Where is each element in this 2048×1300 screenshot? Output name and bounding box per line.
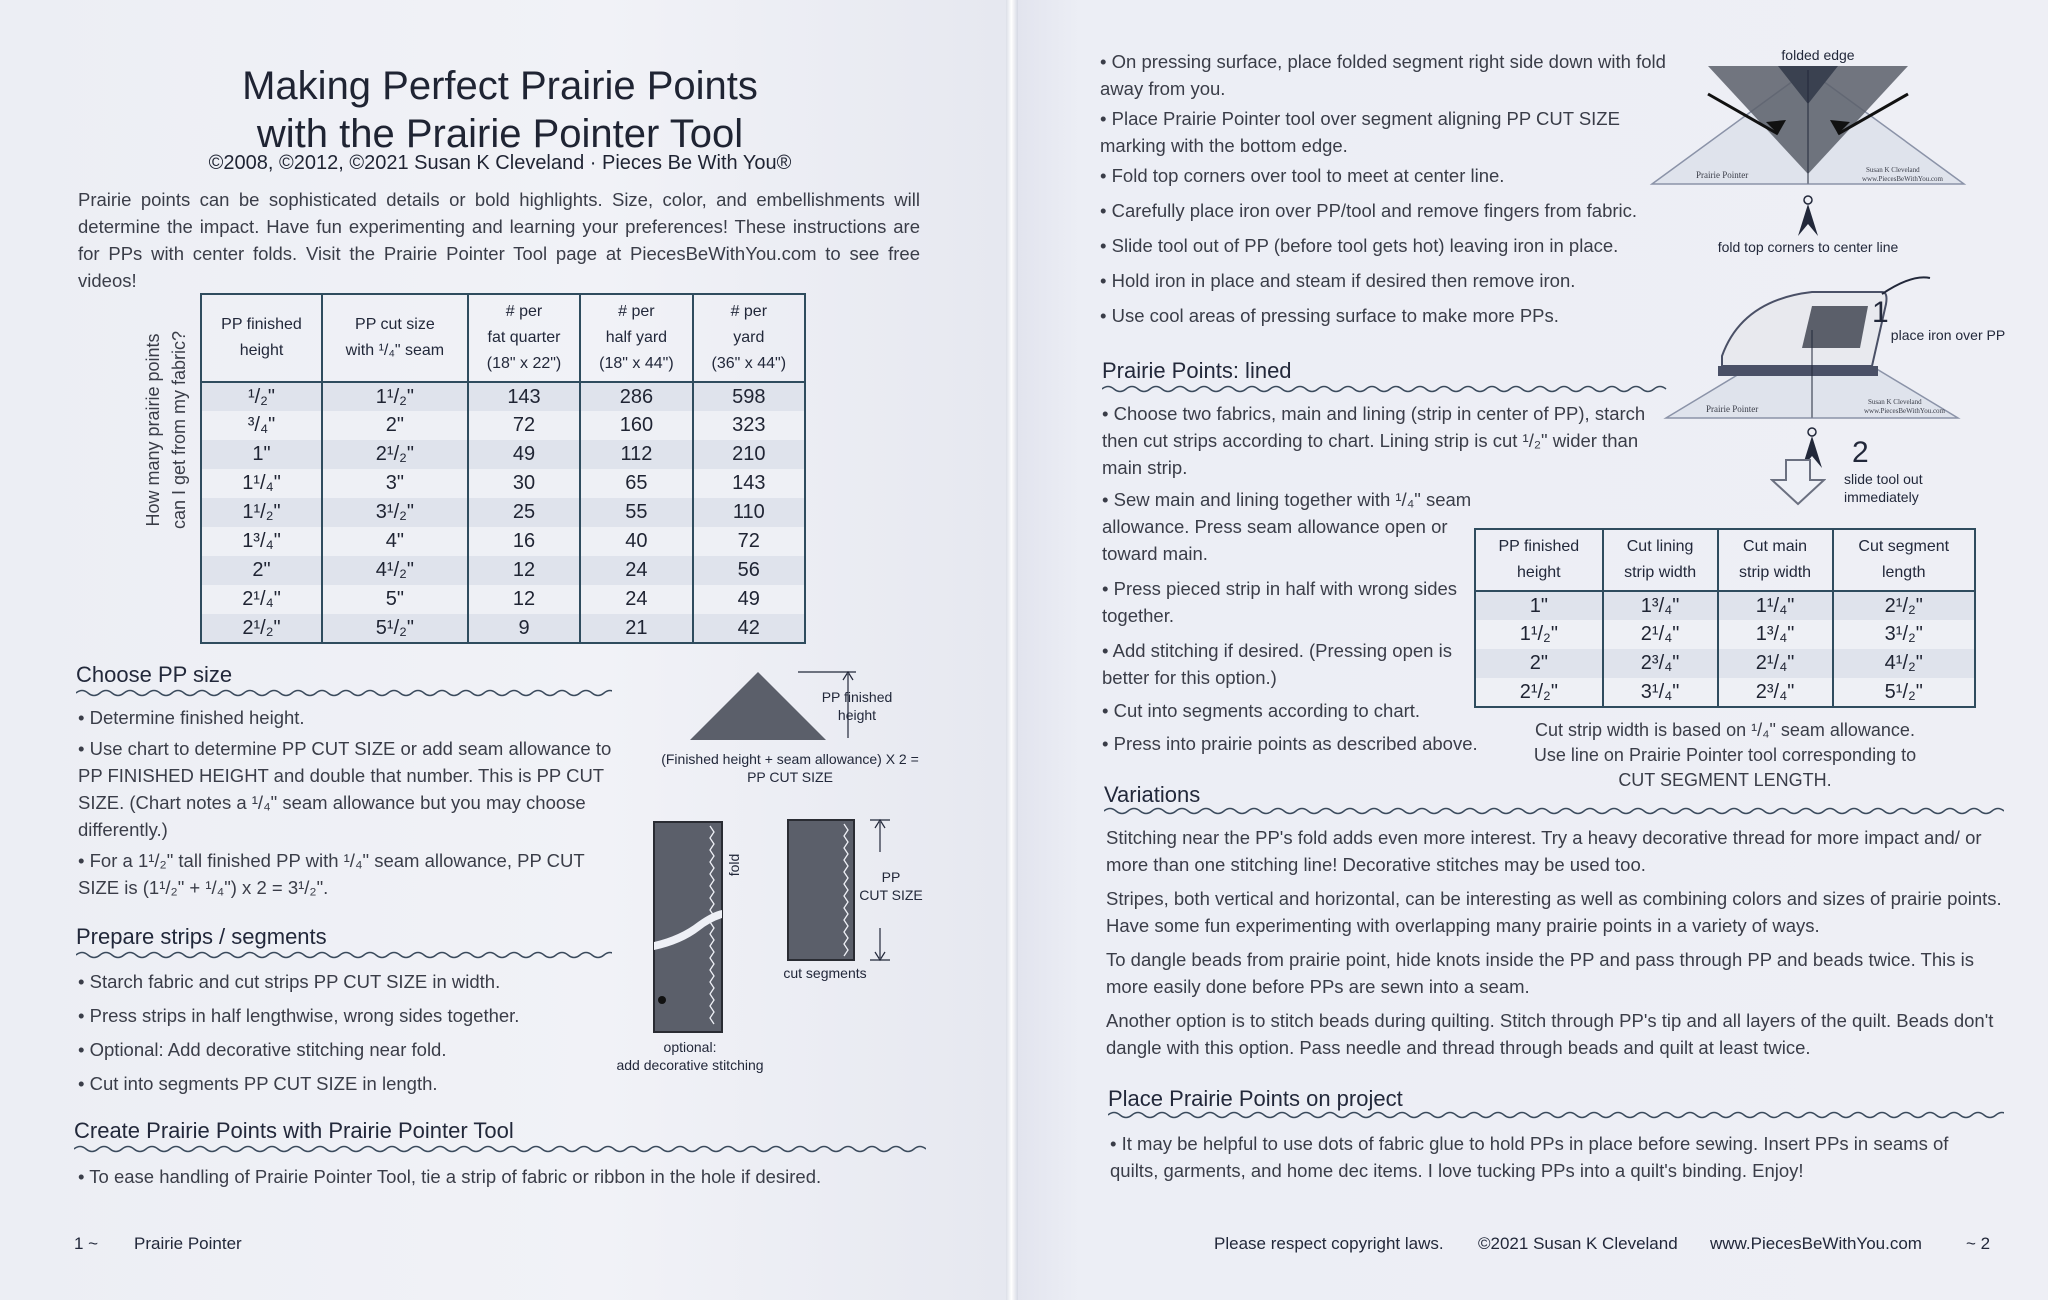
prepare-bullet: • Press strips in half lengthwise, wrong sides together. <box>78 1002 598 1029</box>
section-wave-divider <box>1102 384 1668 394</box>
lined-table <box>1474 528 1976 708</box>
yield-table-header-line: # per <box>505 303 543 320</box>
optional-line-1: optional: <box>663 1039 717 1055</box>
lined-bullet: • Sew main and lining together with ¹/₄" seam allowance. Press seam allowance open or toward main. <box>1102 486 1482 567</box>
table-cell: 4¹/₂" <box>1833 649 1975 678</box>
table-cell: 2" <box>201 556 322 585</box>
table-cell: 2¹/₄" <box>1603 620 1718 649</box>
strip-fold-label: fold <box>726 853 742 877</box>
lined-bullet: • Add stitching if desired. (Pressing open is better for this option.) <box>1102 637 1482 691</box>
table-cell: 24 <box>580 556 692 585</box>
choose-heading: Choose PP size <box>76 662 233 687</box>
table-row <box>1475 620 1975 649</box>
segment-caption: cut segments <box>783 965 867 981</box>
table-row <box>201 440 805 469</box>
down-arrow-icon <box>1770 458 1826 506</box>
table-cell: 1³/₄" <box>1603 591 1718 620</box>
table-cell: 12 <box>468 585 580 614</box>
prepare-heading: Prepare strips / segments <box>76 924 327 949</box>
table-row <box>201 382 805 411</box>
press-bullet: • Place Prairie Pointer tool over segment aligning PP CUT SIZE marking with the bottom edge. <box>1100 105 1680 159</box>
step-2-label-2: immediately <box>1844 489 1919 505</box>
section-wave-divider <box>76 950 612 960</box>
tool-site-mark-2: www.PiecesBeWithYou.com <box>1864 407 1945 415</box>
variations-paragraph: To dangle beads from prairie point, hide knots inside the PP and pass through PP and beads twice. This is more easily done before PPs are sewn into a seam. <box>1106 949 1974 997</box>
table-cell: 1¹/₄" <box>201 469 322 498</box>
table-cell: 65 <box>580 469 692 498</box>
lined-bullets-top <box>1102 400 1672 489</box>
title-line-2: with the Prairie Pointer Tool <box>256 112 744 156</box>
yield-table-header <box>201 294 322 382</box>
lined-note-1: Cut strip width is based on ¹/₄" seam allowance. <box>1535 720 1915 740</box>
yield-table-header <box>468 294 580 382</box>
yield-table-header-line: # per <box>730 303 768 320</box>
table-cell: 1" <box>1475 591 1603 620</box>
table-cell: 1¹/₂" <box>322 382 468 411</box>
table-cell: 323 <box>693 411 805 440</box>
lined-table-header-line: Cut main <box>1743 538 1808 555</box>
table-cell: 12 <box>468 556 580 585</box>
table-cell: 56 <box>693 556 805 585</box>
table-cell: 49 <box>693 585 805 614</box>
prepare-bullets <box>78 968 598 1097</box>
footer-book-name: Prairie Pointer <box>134 1234 242 1253</box>
variations-paragraph: Stripes, both vertical and horizontal, can be interesting as well as combining colors and sizes of prairie points. Have some fun experimenting with overlapping many prairie points in a variety of ways. <box>1106 888 2002 936</box>
lined-note-3: CUT SEGMENT LENGTH. <box>1618 770 1832 790</box>
left-page <box>0 0 1006 1300</box>
table-cell: 24 <box>580 585 692 614</box>
step-1-label: place iron over PP <box>1890 327 2006 343</box>
table-cell: ¹/₂" <box>201 382 322 411</box>
press-bullet: • Hold iron in place and steam if desired then remove iron. <box>1100 267 1680 294</box>
lined-table-header-line: Cut segment <box>1858 538 1950 555</box>
lined-table-note <box>1470 718 1980 793</box>
step-2-number: 2 <box>1852 436 1869 469</box>
table-cell: 72 <box>468 411 580 440</box>
lined-table-header <box>1833 529 1975 591</box>
triangle-height-label <box>812 688 902 724</box>
table-row <box>201 469 805 498</box>
table-cell: 598 <box>693 382 805 411</box>
triangle-label-1: PP finished <box>821 689 893 705</box>
right-page <box>1018 0 2048 1300</box>
table-row <box>1475 678 1975 707</box>
press-bullet: • Fold top corners over tool to meet at center line. <box>1100 162 1680 189</box>
prepare-bullet: • Starch fabric and cut strips PP CUT SIZE in width. <box>78 968 598 995</box>
footer-page-number: ~ 2 <box>1966 1234 1991 1253</box>
book-gutter <box>1006 0 1018 1300</box>
table-cell: 4" <box>322 527 468 556</box>
section-wave-divider <box>1104 806 2004 816</box>
section-wave-divider <box>1108 1110 2004 1120</box>
table-cell: 210 <box>693 440 805 469</box>
table-cell: 2¹/₄" <box>1718 649 1833 678</box>
lined-table-header-line: length <box>1881 564 1926 581</box>
press-bullets <box>1100 48 1680 329</box>
table-row <box>201 585 805 614</box>
section-wave-divider <box>74 1144 926 1154</box>
table-cell: 3¹/₂" <box>1833 620 1975 649</box>
tool-maker-mark: Susan K Cleveland <box>1866 166 1920 174</box>
side-label-line-1: How many prairie points <box>143 333 163 527</box>
table-cell: 25 <box>468 498 580 527</box>
choose-bullets <box>78 704 614 901</box>
table-cell: 2" <box>322 411 468 440</box>
yield-table-header <box>693 294 805 382</box>
yield-table <box>200 293 806 644</box>
formula-line-2: PP CUT SIZE <box>747 769 833 785</box>
table-side-label <box>140 280 200 580</box>
lined-table-header-line: height <box>1517 564 1561 581</box>
table-cell: 1³/₄" <box>1718 620 1833 649</box>
table-cell: 2¹/₂" <box>322 440 468 469</box>
table-cell: ³/₄" <box>201 411 322 440</box>
fabric-strip-diagram <box>650 818 730 1036</box>
place-bullet: • It may be helpful to use dots of fabric glue to hold PPs in place before sewing. Insert PPs in seams of quilts, garments, and home dec items. I love tucking PPs into a quilt's binding. Enjoy! <box>1110 1130 2000 1184</box>
table-cell: 110 <box>693 498 805 527</box>
yield-table-header-line: fat quarter <box>487 329 561 346</box>
table-cell: 3" <box>322 469 468 498</box>
place-heading: Place Prairie Points on project <box>1108 1086 1403 1111</box>
step-2-label-1: slide tool out <box>1844 471 1923 487</box>
table-cell: 30 <box>468 469 580 498</box>
table-cell: 3¹/₄" <box>1603 678 1718 707</box>
yield-table-header <box>580 294 692 382</box>
formula-line-1: (Finished height + seam allowance) X 2 = <box>661 751 919 767</box>
lined-bullet: • Cut into segments according to chart. <box>1102 697 1482 724</box>
create-heading: Create Prairie Points with Prairie Pointer Tool <box>74 1118 514 1143</box>
yield-table-header-line: half yard <box>605 329 668 346</box>
table-row <box>201 411 805 440</box>
yield-table-header-line: yard <box>733 329 765 346</box>
table-cell: 286 <box>580 382 692 411</box>
lined-heading: Prairie Points: lined <box>1102 358 1292 383</box>
fold-corners-label: fold top corners to center line <box>1717 239 1899 255</box>
lined-table-header <box>1718 529 1833 591</box>
copyright-line: ©2008, ©2012, ©2021 Susan K Cleveland · Pieces Be With You® <box>208 152 792 174</box>
step-2-label <box>1844 470 1964 506</box>
footer-respect: Please respect copyright laws. <box>1214 1234 1444 1253</box>
table-cell: 49 <box>468 440 580 469</box>
folded-edge-label: folded edge <box>1781 47 1855 63</box>
table-cell: 3¹/₂" <box>322 498 468 527</box>
yield-table-header-line: (18" x 22") <box>486 355 562 372</box>
table-cell: 2¹/₂" <box>201 614 322 643</box>
choose-bullet: • Use chart to determine PP CUT SIZE or add seam allowance to PP FINISHED HEIGHT and double that number. This is PP CUT SIZE. (Chart notes a ¹/₄" seam allowance but you may choose differently.) <box>78 735 614 843</box>
yield-table-header-line: # per <box>618 303 655 320</box>
prepare-bullet: • Cut into segments PP CUT SIZE in length. <box>78 1070 598 1097</box>
table-cell: 2¹/₂" <box>1833 591 1975 620</box>
lined-bullet: • Press into prairie points as described above. <box>1102 730 1482 757</box>
yield-table-header-line: (36" x 44") <box>711 355 787 372</box>
tool-maker-mark-2: Susan K Cleveland <box>1868 398 1922 406</box>
yield-table-header-line: with ¹/₄" seam <box>345 342 445 359</box>
lined-table-header <box>1475 529 1603 591</box>
table-cell: 5¹/₂" <box>1833 678 1975 707</box>
side-label-line-2: can I get from my fabric? <box>169 330 189 530</box>
table-cell: 2³/₄" <box>1718 678 1833 707</box>
segment-label-2: CUT SIZE <box>859 887 923 903</box>
segment-size-label <box>846 868 936 904</box>
table-row <box>201 556 805 585</box>
table-cell: 16 <box>468 527 580 556</box>
section-wave-divider <box>76 688 612 698</box>
table-cell: 40 <box>580 527 692 556</box>
prepare-bullet: • Optional: Add decorative stitching near fold. <box>78 1036 598 1063</box>
table-row <box>201 614 805 643</box>
choose-bullet: • For a 1¹/₂" tall finished PP with ¹/₄" seam allowance, PP CUT SIZE is (1¹/₂" + ¹/₄") x 2 = 3¹/₂". <box>78 847 614 901</box>
tool-brand-mark-2: Prairie Pointer <box>1706 404 1759 414</box>
choose-bullet: • Determine finished height. <box>78 704 614 731</box>
optional-line-2: add decorative stitching <box>616 1057 764 1073</box>
table-cell: 2¹/₄" <box>201 585 322 614</box>
table-cell: 143 <box>468 382 580 411</box>
yield-table-header-line: PP cut size <box>355 316 435 333</box>
footer-page-number: 1 ~ <box>74 1234 99 1253</box>
table-cell: 1¹/₂" <box>201 498 322 527</box>
table-cell: 1³/₄" <box>201 527 322 556</box>
table-cell: 1¹/₂" <box>1475 620 1603 649</box>
lined-table-header-line: strip width <box>1739 564 1812 581</box>
title-line-1: Making Perfect Prairie Points <box>242 64 758 108</box>
segment-label-1: PP <box>881 869 901 885</box>
footer-copyright: ©2021 Susan K Cleveland <box>1478 1234 1678 1253</box>
table-cell: 1¹/₄" <box>1718 591 1833 620</box>
table-cell: 2" <box>1475 649 1603 678</box>
table-cell: 112 <box>580 440 692 469</box>
yield-table-header <box>322 294 468 382</box>
yield-table-header-line: (18" x 44") <box>599 355 674 372</box>
table-cell: 72 <box>693 527 805 556</box>
triangle-label-2: height <box>837 707 877 723</box>
step-1-number: 1 <box>1872 296 1889 329</box>
lined-bullet: • Press pieced strip in half with wrong sides together. <box>1102 575 1482 629</box>
table-cell: 2³/₄" <box>1603 649 1718 678</box>
lined-bullet: • Choose two fabrics, main and lining (strip in center of PP), starch then cut strips according to chart. Lining strip is cut ¹/₂" wider than main strip. <box>1102 400 1672 481</box>
table-cell: 1" <box>201 440 322 469</box>
variations-heading: Variations <box>1104 782 1201 807</box>
table-row <box>1475 591 1975 620</box>
footer-website-link[interactable]: www.PiecesBeWithYou.com <box>1710 1234 1922 1253</box>
yield-table-header-line: height <box>239 342 284 359</box>
tool-site-mark: www.PiecesBeWithYou.com <box>1862 175 1943 183</box>
page-title <box>0 62 1000 158</box>
table-row <box>201 527 805 556</box>
tool-brand-mark: Prairie Pointer <box>1696 170 1749 180</box>
lined-table-header-line: strip width <box>1624 564 1697 581</box>
variations-body <box>1106 824 2006 1061</box>
table-cell: 42 <box>693 614 805 643</box>
yield-table-header-line: PP finished <box>221 316 302 333</box>
lined-bullets-rest <box>1102 486 1482 757</box>
lined-table-header-line: Cut lining <box>1626 538 1694 555</box>
table-cell: 55 <box>580 498 692 527</box>
press-bullet: • Use cool areas of pressing surface to make more PPs. <box>1100 302 1680 329</box>
table-cell: 5" <box>322 585 468 614</box>
table-row <box>1475 649 1975 678</box>
lined-table-header-line: PP finished <box>1498 538 1580 555</box>
press-bullet: • On pressing surface, place folded segment right side down with fold away from you. <box>1100 48 1680 102</box>
press-bullet: • Carefully place iron over PP/tool and remove fingers from fabric. <box>1100 197 1680 224</box>
table-cell: 4¹/₂" <box>322 556 468 585</box>
table-cell: 21 <box>580 614 692 643</box>
triangle-formula <box>640 750 940 786</box>
pressing-tool-diagram <box>1648 64 1968 240</box>
table-cell: 160 <box>580 411 692 440</box>
variations-paragraph: Stitching near the PP's fold adds even more interest. Try a heavy decorative thread for more impact and/ or more than one stitching line! Decorative stitches may be used too. <box>1106 827 1982 875</box>
table-cell: 9 <box>468 614 580 643</box>
variations-paragraph: Another option is to stitch beads during quilting. Stitch through PP's tip and all layers of the quilt. Beads don't dangle with this option. Pass needle and thread through beads and quilt at least twice. <box>1106 1010 1994 1058</box>
create-bullet: • To ease handling of Prairie Pointer Tool, tie a strip of fabric or ribbon in the hole if desired. <box>78 1163 958 1190</box>
press-bullet: • Slide tool out of PP (before tool gets hot) leaving iron in place. <box>1100 232 1680 259</box>
lined-note-2: Use line on Prairie Pointer tool corresponding to <box>1533 745 1917 765</box>
table-row <box>201 498 805 527</box>
lined-table-header <box>1603 529 1718 591</box>
table-cell: 5¹/₂" <box>322 614 468 643</box>
table-cell: 143 <box>693 469 805 498</box>
table-cell: 2¹/₂" <box>1475 678 1603 707</box>
intro-paragraph: Prairie points can be sophisticated details or bold highlights. Size, color, and embellishments will determine the impact. Have fun experimenting and learning your preferences! These instructions are for PPs with center folds. Visit the Prairie Pointer Tool page at PiecesBeWithYou.com to see free videos! <box>78 189 920 291</box>
strip-optional-label <box>590 1038 790 1074</box>
